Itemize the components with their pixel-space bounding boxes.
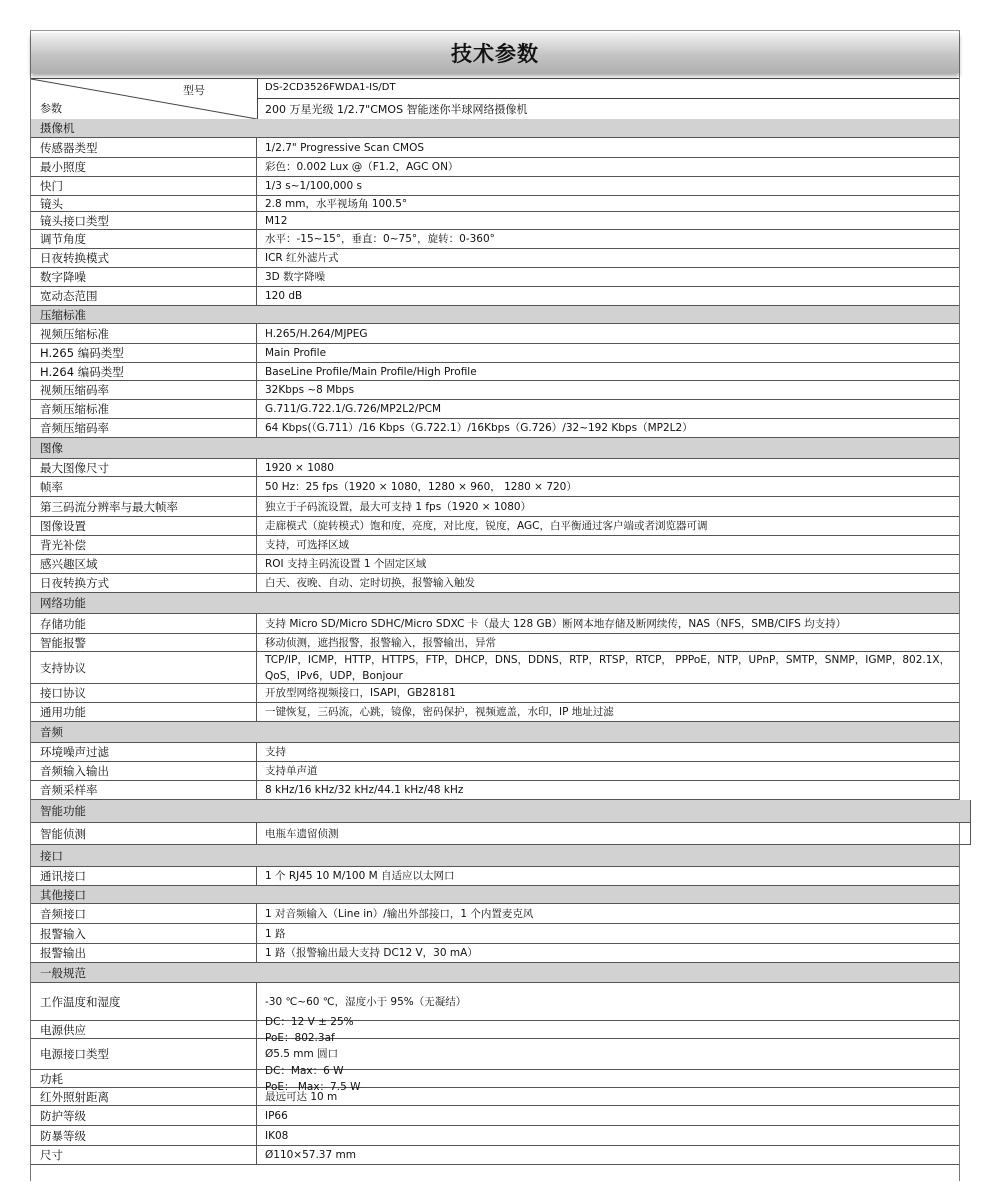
- spec-row: [31, 652, 959, 684]
- spec-key: 环境噪声过滤: [31, 743, 257, 761]
- spec-value: DC：Max：6 W PoE： Max：7.5 W: [265, 1064, 361, 1093]
- spec-value: 32Kbps ~8 Mbps: [265, 384, 355, 396]
- spec-key: 电源接口类型: [31, 1039, 257, 1069]
- spec-key: H.264 编码类型: [31, 363, 257, 380]
- spec-row: [31, 196, 959, 212]
- spec-value: 1 路: [265, 927, 286, 940]
- spec-key: 最小照度: [31, 158, 257, 176]
- spec-sheet: [30, 30, 960, 1181]
- spec-key: 最大图像尺寸: [31, 459, 257, 476]
- spec-value: 8 kHz/16 kHz/32 kHz/44.1 kHz/48 kHz: [265, 784, 464, 796]
- spec-value: Ø110×57.37 mm: [265, 1149, 356, 1161]
- header-corner-cell: [31, 79, 258, 119]
- spec-value: 支持单声道: [265, 765, 318, 777]
- spec-value: 支持: [265, 746, 286, 758]
- spec-value: 彩色：0.002 Lux @（F1.2，AGC ON）: [265, 161, 459, 173]
- spec-value: 64 Kbps(（G.711）/16 Kbps（G.722.1）/16Kbps（G.726）/32~192 Kbps（MP2L2）: [265, 422, 693, 434]
- section-header-row: [31, 886, 959, 904]
- spec-key: 尺寸: [31, 1146, 257, 1164]
- model-description: 200 万星光级 1/2.7"CMOS 智能迷你半球网络摄像机: [265, 103, 528, 116]
- spec-key: 报警输入: [31, 924, 257, 943]
- spec-row: [31, 762, 959, 781]
- section-header-row: [31, 593, 959, 614]
- spec-value: Main Profile: [265, 347, 327, 359]
- spec-row: [31, 983, 959, 1021]
- spec-value: IK08: [265, 1129, 289, 1142]
- spec-key: 电源供应: [31, 1021, 257, 1038]
- spec-value: 白天、夜晚、自动、定时切换，报警输入触发: [265, 577, 475, 589]
- spec-key: 视频压缩码率: [31, 381, 257, 399]
- spec-key: 智能报警: [31, 634, 257, 651]
- section-title: 音频: [40, 725, 63, 739]
- spec-key: 红外照射距离: [31, 1088, 257, 1105]
- spec-row: [31, 177, 959, 196]
- spec-key: 报警输出: [31, 944, 257, 962]
- spec-value: TCP/IP，ICMP，HTTP，HTTPS，FTP，DHCP，DNS，DDNS，RTP，RTSP，RTCP， PPPoE，NTP，UPnP，SMTP，SNMP，IGMP，802.1X， QoS，IPv6，UDP，Bonjour: [265, 653, 951, 682]
- spec-key: 日夜转换模式: [31, 249, 257, 267]
- spec-value: ICR 红外滤片式: [265, 252, 339, 264]
- spec-value: 1920 × 1080: [265, 461, 334, 474]
- spec-row: [31, 287, 959, 306]
- spec-row: [31, 634, 959, 652]
- spec-row: [31, 1015, 959, 1044]
- spec-row: [31, 459, 959, 477]
- spec-row: [31, 268, 959, 287]
- spec-row: [31, 138, 959, 158]
- spec-row: [31, 1126, 959, 1146]
- section-title: 压缩标准: [40, 307, 86, 322]
- spec-key: 快门: [31, 177, 257, 195]
- spec-row: [31, 212, 959, 230]
- spec-row: [31, 944, 959, 963]
- spec-key: 图像设置: [31, 517, 257, 535]
- spec-row: [31, 517, 959, 536]
- model-value: DS-2CD3526FWDA1-IS/DT: [265, 82, 396, 93]
- spec-value: 120 dB: [265, 290, 303, 302]
- spec-key: 视频压缩标准: [31, 324, 257, 343]
- spec-row: [31, 158, 959, 177]
- spec-key: 调节角度: [31, 230, 257, 248]
- spec-row: [31, 344, 959, 363]
- section-title: 一般规范: [40, 965, 86, 980]
- spec-value: DC：12 V ± 25% PoE：802.3af: [265, 1015, 354, 1044]
- spec-row: [31, 924, 959, 944]
- spec-row: [31, 574, 959, 593]
- param-label: 参数: [40, 102, 62, 115]
- spec-key: 智能侦测: [31, 823, 257, 844]
- section-header-row: [31, 800, 971, 823]
- spec-key: 通讯接口: [31, 867, 257, 885]
- spec-row: [31, 823, 971, 845]
- spec-key: 存储功能: [31, 614, 257, 633]
- spec-row: [31, 703, 959, 722]
- spec-row: [31, 867, 959, 886]
- spec-key: 日夜转换方式: [31, 574, 257, 592]
- spec-key: 音频采样率: [31, 781, 257, 799]
- section-title: 其他接口: [40, 887, 86, 902]
- spec-value: 1/3 s~1/100,000 s: [265, 180, 362, 192]
- spec-key: 音频压缩标准: [31, 400, 257, 418]
- diagonal-divider: [31, 79, 257, 119]
- spec-key: 数字降噪: [31, 268, 257, 286]
- spec-value: 最远可达 10 m: [265, 1090, 338, 1103]
- page-title: 技术参数: [451, 42, 539, 66]
- spec-key: 感兴趣区域: [31, 555, 257, 573]
- section-title: 网络功能: [40, 596, 86, 610]
- spec-value: Ø5.5 mm 圆口: [265, 1048, 339, 1060]
- spec-value: 1 对音频输入（Line in）/输出外部接口，1 个内置麦克风: [265, 907, 534, 920]
- spec-row: [31, 497, 959, 517]
- spec-row: [31, 324, 959, 344]
- section-header-row: [31, 119, 959, 138]
- spec-value: 3D 数字降噪: [265, 271, 326, 283]
- spec-value: BaseLine Profile/Main Profile/High Profile: [265, 365, 477, 378]
- spec-value: 1 个 RJ45 10 M/100 M 自适应以太网口: [265, 870, 455, 882]
- spec-key: 宽动态范围: [31, 287, 257, 305]
- spec-key: 音频接口: [31, 904, 257, 923]
- spec-key: 镜头接口类型: [31, 212, 257, 229]
- spec-key: 接口协议: [31, 684, 257, 702]
- spec-key: 支持协议: [31, 652, 257, 683]
- spec-key: 帧率: [31, 477, 257, 496]
- spec-row: [31, 1039, 959, 1070]
- spec-key: 音频压缩码率: [31, 419, 257, 437]
- spec-value: 支持 Micro SD/Micro SDHC/Micro SDXC 卡（最大 128 GB）断网本地存储及断网续传，NAS（NFS，SMB/CIFS 均支持）: [265, 617, 847, 630]
- spec-value: 独立于子码流设置，最大可支持 1 fps（1920 × 1080）: [265, 500, 532, 513]
- spec-value: G.711/G.722.1/G.726/MP2L2/PCM: [265, 403, 442, 415]
- spec-value: 电瓶车遗留侦测: [265, 827, 339, 840]
- section-header-row: [31, 963, 959, 983]
- spec-value: 50 Hz：25 fps（1920 × 1080，1280 × 960， 1280 × 720）: [265, 480, 577, 493]
- spec-value: 2.8 mm，水平视场角 100.5°: [265, 197, 408, 210]
- section-header-row: [31, 438, 959, 459]
- spec-key: 第三码流分辨率与最大帧率: [31, 497, 257, 516]
- spec-value: IP66: [265, 1109, 288, 1122]
- section-title: 智能功能: [40, 804, 86, 818]
- spec-row: [31, 781, 959, 800]
- spec-row: [31, 614, 959, 634]
- spec-key: 功耗: [31, 1070, 257, 1087]
- spec-row: [31, 477, 959, 497]
- spec-value: 走廊模式（旋转模式）饱和度，亮度，对比度，锐度，AGC，白平衡通过客户端或者浏览器可调: [265, 520, 708, 532]
- spec-value: 开放型网络视频接口，ISAPI，GB28181: [265, 687, 456, 699]
- spec-row: [31, 536, 959, 555]
- spec-key: 传感器类型: [31, 138, 257, 157]
- spec-value: M12: [265, 214, 288, 227]
- spec-key: 背光补偿: [31, 536, 257, 554]
- spec-value: 移动侦测，遮挡报警，报警输入，报警输出，异常: [265, 636, 496, 649]
- spec-value: H.265/H.264/MJPEG: [265, 327, 368, 340]
- spec-row: [31, 381, 959, 400]
- section-header-row: [31, 306, 959, 324]
- spec-key: 防暴等级: [31, 1126, 257, 1145]
- spec-value: 支持，可选择区域: [265, 539, 349, 551]
- spec-row: [31, 1064, 959, 1093]
- spec-row: [31, 419, 959, 438]
- spec-value: 1 路（报警输出最大支持 DC12 V，30 mA）: [265, 947, 478, 959]
- section-title: 接口: [40, 848, 63, 863]
- model-label: 型号: [183, 84, 205, 97]
- spec-value: 一键恢复，三码流，心跳，镜像，密码保护，视频遮盖，水印，IP 地址过滤: [265, 706, 614, 718]
- spec-value: ROI 支持主码流设置 1 个固定区域: [265, 558, 427, 570]
- section-header-row: [31, 845, 959, 867]
- header-divider: [257, 98, 959, 99]
- spec-key: 防护等级: [31, 1106, 257, 1125]
- spec-value: 1/2.7" Progressive Scan CMOS: [265, 141, 425, 154]
- spec-row: [31, 400, 959, 419]
- spec-row: [31, 1088, 959, 1106]
- spec-key: 工作温度和湿度: [31, 983, 257, 1020]
- spec-key: 音频输入输出: [31, 762, 257, 780]
- spec-row: [31, 249, 959, 268]
- title-banner: [31, 33, 959, 73]
- spec-row: [31, 555, 959, 574]
- spec-row: [31, 1106, 959, 1126]
- section-title: 图像: [40, 441, 63, 455]
- spec-row: [31, 904, 959, 924]
- spec-key: 镜头: [31, 196, 257, 211]
- spec-value: -30 ℃~60 ℃，湿度小于 95%（无凝结）: [265, 995, 467, 1008]
- section-title: 摄像机: [40, 121, 75, 135]
- spec-row: [31, 363, 959, 381]
- spec-key: H.265 编码类型: [31, 344, 257, 362]
- spec-table: [31, 119, 959, 1165]
- spec-row: [31, 1146, 959, 1165]
- spec-row: [31, 743, 959, 762]
- model-header: [31, 78, 959, 120]
- spec-key: 通用功能: [31, 703, 257, 721]
- spec-row: [31, 230, 959, 249]
- spec-row: [31, 684, 959, 703]
- section-header-row: [31, 722, 959, 743]
- spec-value: 水平：-15~15°，垂直：0~75°，旋转：0-360°: [265, 233, 495, 245]
